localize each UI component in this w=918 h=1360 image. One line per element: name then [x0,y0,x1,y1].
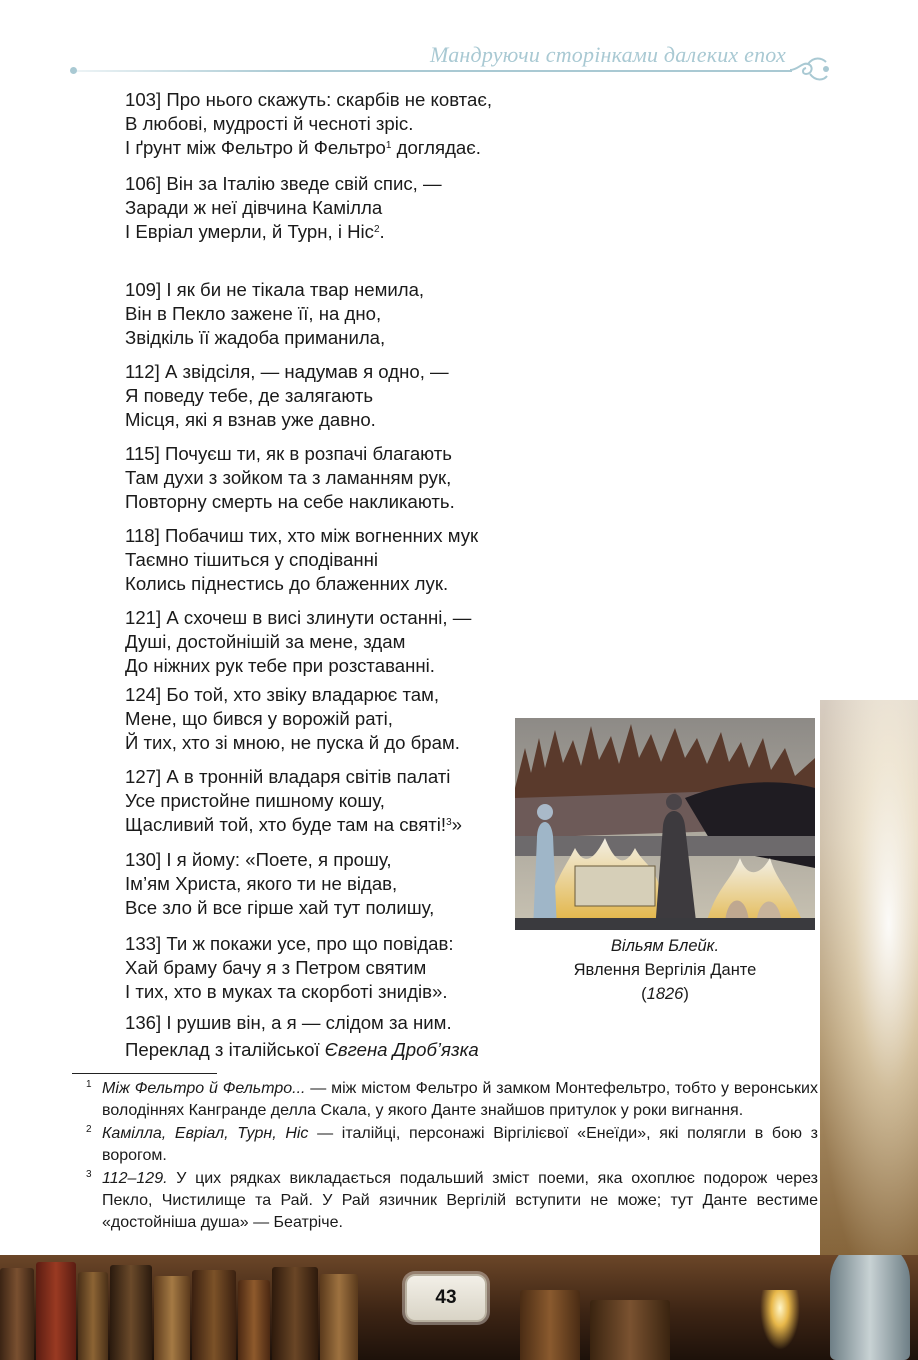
running-header-title: Мандруючи сторінками далеких епох [430,42,786,67]
stanza-106 [125,172,545,244]
poem-line: 124] Бо той, хто звіку владарює там, [125,684,440,705]
poem-line: Таємно тішиться у сподіванні [125,549,379,570]
poem-line: 133] Ти ж покажи усе, про що повідав: [125,933,454,954]
poem-line: І тих, хто в муках та скорботі знидів». [125,981,448,1002]
figure-caption [515,934,815,1006]
footnote-term: Між Фельтро й Фельтро... [102,1080,306,1097]
poem-line: Заради ж неї дівчина Камілла [125,197,383,218]
stanza-133 [125,932,545,1004]
poem-line: 136] І рушив він, а я — слідом за ним. [125,1012,452,1033]
poem-line: 115] Почуєш ти, як в розпачі благають [125,443,452,464]
caption-author: Вільям Блейк. [610,937,720,955]
poem-line: 130] І я йому: «Поете, я прошу, [125,849,392,870]
stanza-103 [125,88,545,160]
stanza-130 [125,848,545,920]
stanza-124 [125,683,545,755]
footnote-text: — між містом Фельтро й замком Монтефельтро, тобто у веронських володіннях Кангранде делла Скала, у якого Данте знайшов притулок у роки вигнання. [102,1080,818,1119]
footnote-rule [72,1073,217,1074]
poem-line: 118] Побачиш тих, хто між вогненних мук [125,525,479,546]
poem-line: 103] Про нього скажуть: скарбів не ковтає, [125,89,492,110]
poem-line: 127] А в тронній владаря світів палаті [125,766,451,787]
footnote-term: 112–129. [102,1170,168,1187]
footnote-term: Камілла, Евріал, Турн, Ніс [102,1125,309,1142]
footnote-3 [86,1168,818,1234]
stanza-127 [125,765,545,837]
poem-line: До ніжних рук тебе при розставанні. [125,655,435,676]
blake-painting-image [515,718,815,930]
poem-line: Щасливий той, хто буде там на святі!$^3$» [125,814,463,835]
poem-line: Там духи з зойком та з ламанням рук, [125,467,452,488]
footnote-2 [86,1123,818,1167]
poem-text [125,88,545,1035]
stanza-112 [125,360,545,432]
caption-title: Явлення Вергілія Данте [573,961,757,979]
poem-line: Місця, які я взнав уже давно. [125,409,376,430]
flourish-ornament-icon [788,52,830,86]
poem-line: Все зло й все гірше хай тут полишу, [125,897,435,918]
stanza-115 [125,442,545,514]
poem-line: Звідкіль її жадоба приманила, [125,327,386,348]
poem-line: Й тих, хто зі мною, не пуска й до брам. [125,732,460,753]
poem-line: Ім’ям Христа, якого ти не відав, [125,873,398,894]
page-number: 43 [435,1287,457,1308]
footnote-ref: 2 [373,224,380,235]
footnote-ref: 3 [446,817,452,828]
translation-credit [125,1039,479,1061]
poem-line: І ґрунт між Фельтро й Фельтро$^1$ доглядає. [125,137,481,158]
background-painting-right [820,700,918,1260]
footnote-ref: 1 [385,140,392,151]
page-number-plate [405,1274,487,1322]
poem-line: 121] А схочеш в висі злинути останні, — [125,607,472,628]
stanza-109 [125,278,545,350]
poem-line: 109] І як би не тікала твар немила, [125,279,425,300]
footnote-number: 2 [86,1124,92,1135]
caption-year: 1826 [646,985,684,1003]
footnote-text: — італійці, персонажі Віргілієвої «Енеїди», які полягли в бою з ворогом. [102,1125,818,1164]
footnote-text: У цих рядках викладається подальший зміст поеми, яка охоплює подорож через Пекло, Чистилище та Рай. У Рай язичник Вергілій вступити не може; тут Данте вестиме «достойніша душа» — Беатріче. [102,1170,818,1231]
poem-line: Він в Пекло зажене її, на дно, [125,303,382,324]
poem-line: Колись піднестись до блаженних лук. [125,573,449,594]
translation-prefix: Переклад з італійської [125,1039,325,1060]
footnote-number: 1 [86,1079,92,1090]
poem-line: Мене, що бився у ворожій раті, [125,708,393,729]
poem-line: Усе пристойне пишному кошу, [125,790,385,811]
poem-line: І Евріал умерли, й Турн, і Ніс$^2$. [125,221,385,242]
translator-name: Євгена Дроб’язка [324,1039,479,1060]
poem-line: 106] Він за Італію зведе свій спис, — [125,173,442,194]
footnotes [86,1078,818,1234]
stanza-118 [125,524,545,596]
header-rule [72,70,792,72]
painting-illustration [515,718,815,930]
poem-line: Повторну смерть на себе накликають. [125,491,455,512]
footnote-number: 3 [86,1169,92,1180]
footnote-1 [86,1078,818,1122]
caption-year-line: (1826) [641,985,689,1003]
stanza-136 [125,1011,545,1035]
poem-line: Хай браму бачу я з Петром святим [125,957,427,978]
poem-line: Душі, достойнішій за мене, здам [125,631,406,652]
poem-line: В любові, мудрості й чесноті зріс. [125,113,414,134]
poem-line: 112] А звідсіля, — надумав я одно, — [125,361,449,382]
poem-line: Я поведу тебе, де залягають [125,385,374,406]
stanza-121 [125,606,545,678]
